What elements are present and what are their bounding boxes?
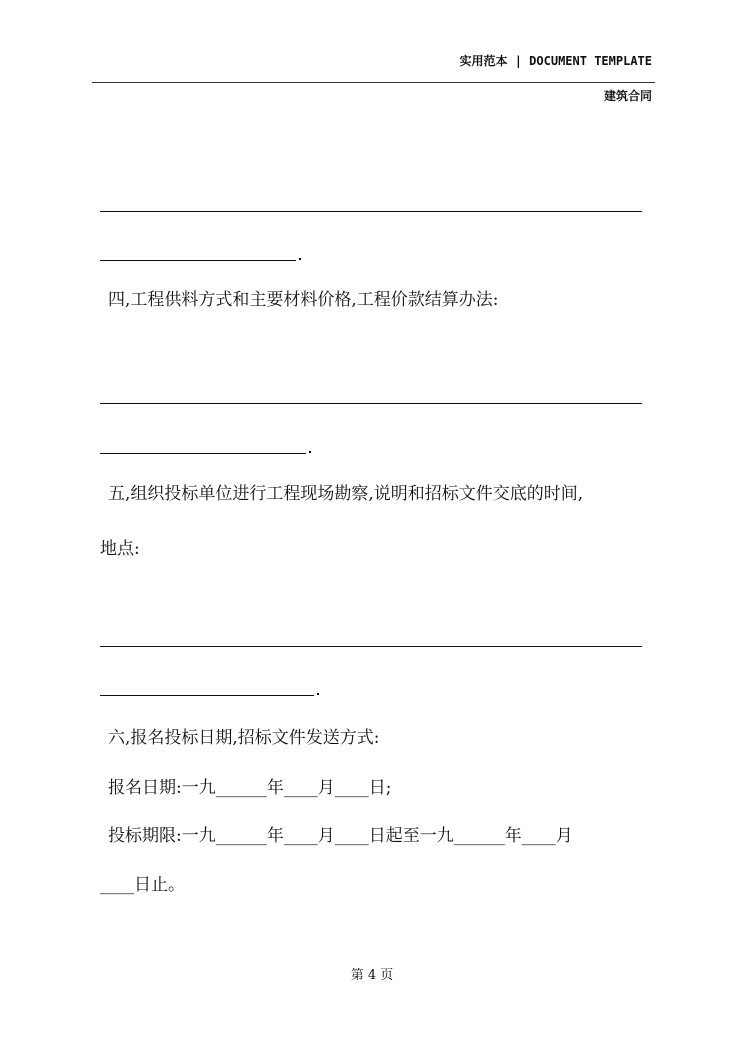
bidding-period-line: 投标期限:一九______年____月____日起至一九______年____月 bbox=[108, 826, 573, 846]
period-mark bbox=[309, 451, 311, 453]
period-mark bbox=[299, 258, 301, 260]
blank-line bbox=[100, 453, 306, 454]
section-6-heading: 六,报名投标日期,招标文件发送方式: bbox=[108, 728, 380, 748]
page-number: 第 4 页 bbox=[350, 968, 394, 983]
blank-line bbox=[100, 403, 642, 404]
section-5-heading-cont: 地点: bbox=[100, 539, 140, 559]
header-title: 实用范本 | DOCUMENT TEMPLATE bbox=[459, 54, 652, 68]
section-5-heading: 五,组织投标单位进行工程现场勘察,说明和招标文件交底的时间, bbox=[108, 484, 584, 504]
bidding-period-line-cont: ____日止。 bbox=[100, 875, 185, 895]
blank-line bbox=[100, 260, 296, 261]
blank-line bbox=[100, 211, 642, 212]
blank-line bbox=[100, 695, 314, 696]
section-4-heading: 四,工程供料方式和主要材料价格,工程价款结算办法: bbox=[108, 290, 499, 310]
blank-line bbox=[100, 646, 642, 647]
header-subtitle: 建筑合同 bbox=[603, 89, 652, 103]
registration-date-line: 报名日期:一九______年____月____日; bbox=[108, 778, 392, 798]
period-mark bbox=[317, 693, 319, 695]
header-divider bbox=[92, 82, 655, 83]
